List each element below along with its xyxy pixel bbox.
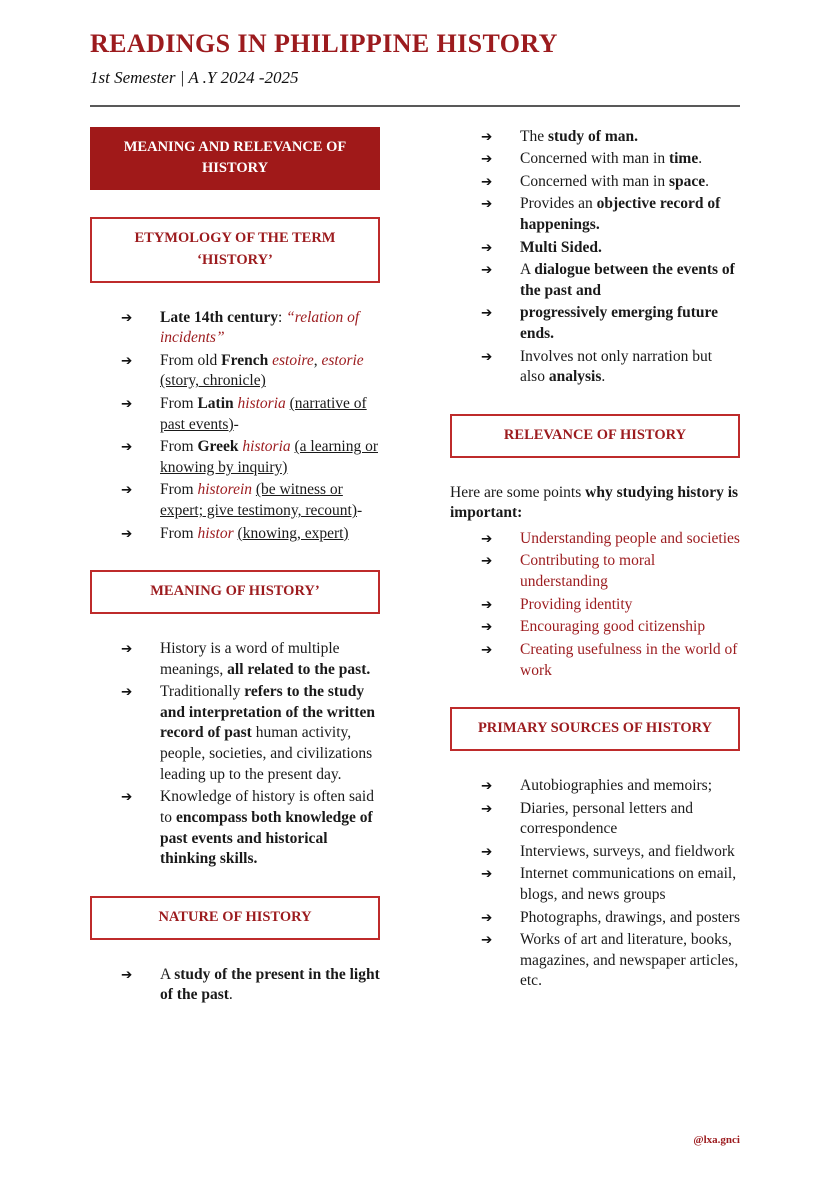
list-item-text [520, 842, 740, 863]
text-segment: History is a word of multiple meanings, [160, 640, 340, 678]
list-item [450, 908, 740, 929]
text-segment: - [233, 415, 239, 433]
list-item [90, 639, 380, 680]
text-segment: historein [197, 481, 253, 499]
list-item [450, 529, 740, 550]
list-item-text [160, 682, 380, 785]
list-item [450, 551, 740, 592]
text-segment: Understanding people and societies [520, 529, 740, 547]
arrow-bullet-icon: ➔ [481, 196, 493, 213]
list-item-text [520, 595, 740, 616]
list-item [450, 127, 740, 148]
text-segment: human activity, people, societies, and civilizations leading up to the present day. [160, 724, 373, 783]
list-item [450, 864, 740, 905]
text-segment: . [705, 172, 709, 190]
text-segment: Latin [197, 395, 234, 413]
text-segment: time [668, 150, 699, 168]
arrow-bullet-icon: ➔ [481, 641, 493, 658]
text-segment: objective record of happenings. [520, 195, 721, 234]
arrow-bullet-icon: ➔ [481, 530, 493, 547]
list-item [450, 930, 740, 992]
text-segment: . [228, 986, 233, 1004]
list-item-text [520, 864, 740, 905]
right-column [450, 127, 740, 1032]
list-item-text [160, 308, 380, 349]
list-item-text [520, 799, 740, 840]
list-item [450, 260, 740, 301]
nature-list-continued [450, 127, 740, 388]
arrow-bullet-icon: ➔ [481, 262, 493, 279]
text-segment: estoire [272, 351, 314, 369]
text-segment: From old [160, 351, 222, 369]
arrow-bullet-icon: ➔ [481, 909, 493, 926]
text-segment: Autobiographies and memoirs; [520, 776, 712, 794]
list-item [90, 351, 380, 392]
list-item-text [520, 238, 740, 259]
text-segment: Encouraging good citizenship [520, 618, 706, 636]
list-item [450, 595, 740, 616]
watermark-handle: @lxa.gnci [693, 1134, 740, 1146]
text-segment: Greek [197, 438, 239, 456]
text-segment: Multi Sided. [520, 238, 602, 256]
text-segment: . [601, 368, 606, 386]
content-columns [90, 127, 740, 1032]
text-segment: French [221, 351, 269, 369]
list-item [450, 640, 740, 681]
arrow-bullet-icon: ➔ [481, 239, 493, 256]
list-item [450, 238, 740, 259]
text-segment: Late 14th century [160, 308, 278, 326]
list-item [450, 303, 740, 344]
list-item [90, 524, 380, 545]
text-segment: study of the present in the light of the past [160, 965, 380, 1004]
list-item-text [160, 480, 380, 521]
text-segment: refers to the study and interpretation of the written record of past [160, 683, 375, 742]
arrow-bullet-icon: ➔ [121, 439, 133, 456]
text-segment: study of man. [547, 127, 638, 145]
arrow-bullet-icon: ➔ [481, 173, 493, 190]
arrow-bullet-icon: ➔ [481, 348, 493, 365]
list-item [90, 965, 380, 1006]
text-segment: historia [237, 395, 286, 413]
text-segment: Works of art and literature, books, magazines, and newspaper articles, etc. [520, 931, 739, 990]
text-segment: From [160, 438, 198, 456]
section-header-meaning: MEANING OF HISTORY’ [90, 570, 380, 614]
section-header-primary-sources: PRIMARY SOURCES OF HISTORY [450, 707, 740, 751]
text-segment: From [160, 524, 198, 542]
arrow-bullet-icon: ➔ [481, 596, 493, 613]
text-segment: (story, chronicle) [160, 372, 266, 390]
list-item-text [520, 194, 740, 235]
text-segment: historia [242, 438, 291, 456]
section-header-etymology: ETYMOLOGY OF THE TERM ‘HISTORY’ [90, 217, 380, 283]
text-segment: From [160, 481, 198, 499]
text-segment: : [277, 308, 287, 326]
list-item-text [520, 260, 740, 301]
list-item [450, 776, 740, 797]
arrow-bullet-icon: ➔ [121, 396, 133, 413]
text-segment: progressively emerging future ends. [520, 304, 719, 343]
text-segment: Concerned with man in [520, 150, 669, 168]
list-item-text [520, 529, 740, 550]
divider [90, 105, 740, 107]
nature-list [90, 965, 380, 1006]
text-segment: Here are some points [450, 483, 586, 501]
text-segment: Interviews, surveys, and fieldwork [520, 842, 735, 860]
list-item-text [520, 908, 740, 929]
list-item-text [520, 172, 740, 193]
relevance-list [450, 529, 740, 681]
text-segment: - [357, 502, 363, 520]
list-item-text [520, 551, 740, 592]
section-banner-meaning-and-relevance: MEANING AND RELEVANCE OF HISTORY [90, 127, 380, 191]
list-item [90, 787, 380, 869]
arrow-bullet-icon: ➔ [481, 843, 493, 860]
text-segment: A [160, 965, 175, 983]
arrow-bullet-icon: ➔ [481, 553, 493, 570]
arrow-bullet-icon: ➔ [121, 525, 133, 542]
meaning-list [90, 639, 380, 870]
text-segment: Photographs, drawings, and posters [520, 908, 740, 926]
text-segment: Provides an [520, 195, 597, 213]
text-segment: , [313, 351, 322, 369]
text-segment: (be witness or expert; give testimony, recount) [160, 481, 357, 520]
list-item [450, 842, 740, 863]
arrow-bullet-icon: ➔ [481, 777, 493, 794]
arrow-bullet-icon: ➔ [121, 482, 133, 499]
text-segment: estorie [321, 351, 364, 369]
list-item-text [520, 617, 740, 638]
arrow-bullet-icon: ➔ [481, 932, 493, 949]
text-segment: Diaries, personal letters and correspondence [520, 799, 694, 838]
list-item-text [520, 776, 740, 797]
list-item [450, 347, 740, 388]
list-item [90, 480, 380, 521]
text-segment: . [698, 150, 703, 168]
text-segment: space [668, 172, 706, 190]
arrow-bullet-icon: ➔ [121, 309, 133, 326]
list-item [450, 799, 740, 840]
relevance-intro [450, 483, 740, 524]
arrow-bullet-icon: ➔ [481, 128, 493, 145]
list-item-text [160, 351, 380, 392]
text-segment: dialogue between the events of the past and [520, 261, 735, 299]
text-segment: Concerned with man in [520, 172, 669, 190]
list-item [450, 194, 740, 235]
text-segment: “relation of incidents” [160, 308, 360, 347]
arrow-bullet-icon: ➔ [121, 789, 133, 806]
list-item [90, 394, 380, 435]
list-item [90, 308, 380, 349]
text-segment: Creating usefulness in the world of work [520, 640, 738, 679]
section-header-nature: NATURE OF HISTORY [90, 896, 380, 940]
arrow-bullet-icon: ➔ [481, 151, 493, 168]
left-column [90, 127, 380, 1032]
list-item [90, 682, 380, 785]
list-item-text [160, 639, 380, 680]
text-segment: Providing identity [520, 595, 633, 613]
list-item [450, 617, 740, 638]
arrow-bullet-icon: ➔ [121, 641, 133, 658]
list-item-text [160, 965, 380, 1006]
text-segment: analysis [548, 368, 602, 386]
text-segment: The [520, 127, 548, 145]
text-segment: all related to the past. [227, 660, 371, 678]
section-header-relevance: RELEVANCE OF HISTORY [450, 414, 740, 458]
list-item [90, 437, 380, 478]
arrow-bullet-icon: ➔ [121, 684, 133, 701]
text-segment: From [160, 395, 198, 413]
etymology-list [90, 308, 380, 545]
text-segment: Internet communications on email, blogs, and news groups [520, 865, 737, 903]
list-item-text [520, 347, 740, 388]
list-item-text [520, 930, 740, 992]
text-segment: why studying history is important: [450, 483, 739, 522]
primary-sources-list [450, 776, 740, 992]
text-segment: Knowledge of history is often said to [160, 788, 374, 826]
text-segment: Contributing to moral understanding [520, 552, 656, 591]
text-segment: histor [197, 524, 234, 542]
text-segment: encompass both knowledge of past events and historical thinking skills. [160, 808, 373, 868]
list-item-text [520, 640, 740, 681]
text-segment: (narrative of past events) [160, 395, 367, 433]
page-title: READINGS IN PHILIPPINE HISTORY [90, 29, 558, 58]
arrow-bullet-icon: ➔ [481, 800, 493, 817]
list-item [450, 149, 740, 170]
text-segment: A [520, 261, 535, 279]
arrow-bullet-icon: ➔ [121, 966, 133, 983]
arrow-bullet-icon: ➔ [481, 305, 493, 322]
text-segment: (knowing, expert) [237, 524, 349, 542]
arrow-bullet-icon: ➔ [481, 619, 493, 636]
list-item-text [160, 437, 380, 478]
arrow-bullet-icon: ➔ [481, 866, 493, 883]
list-item-text [520, 149, 740, 170]
page-subtitle: 1st Semester | A .Y 2024 -2025 [90, 67, 299, 87]
list-item-text [160, 787, 380, 869]
text-segment: Involves not only narration but also [520, 347, 712, 386]
list-item [450, 172, 740, 193]
arrow-bullet-icon: ➔ [121, 352, 133, 369]
list-item-text [520, 303, 740, 344]
text-segment: Traditionally [160, 683, 245, 701]
text-segment: (a learning or knowing by inquiry) [160, 438, 378, 476]
list-item-text [160, 524, 380, 545]
list-item-text [160, 394, 380, 435]
list-item-text [520, 127, 740, 148]
